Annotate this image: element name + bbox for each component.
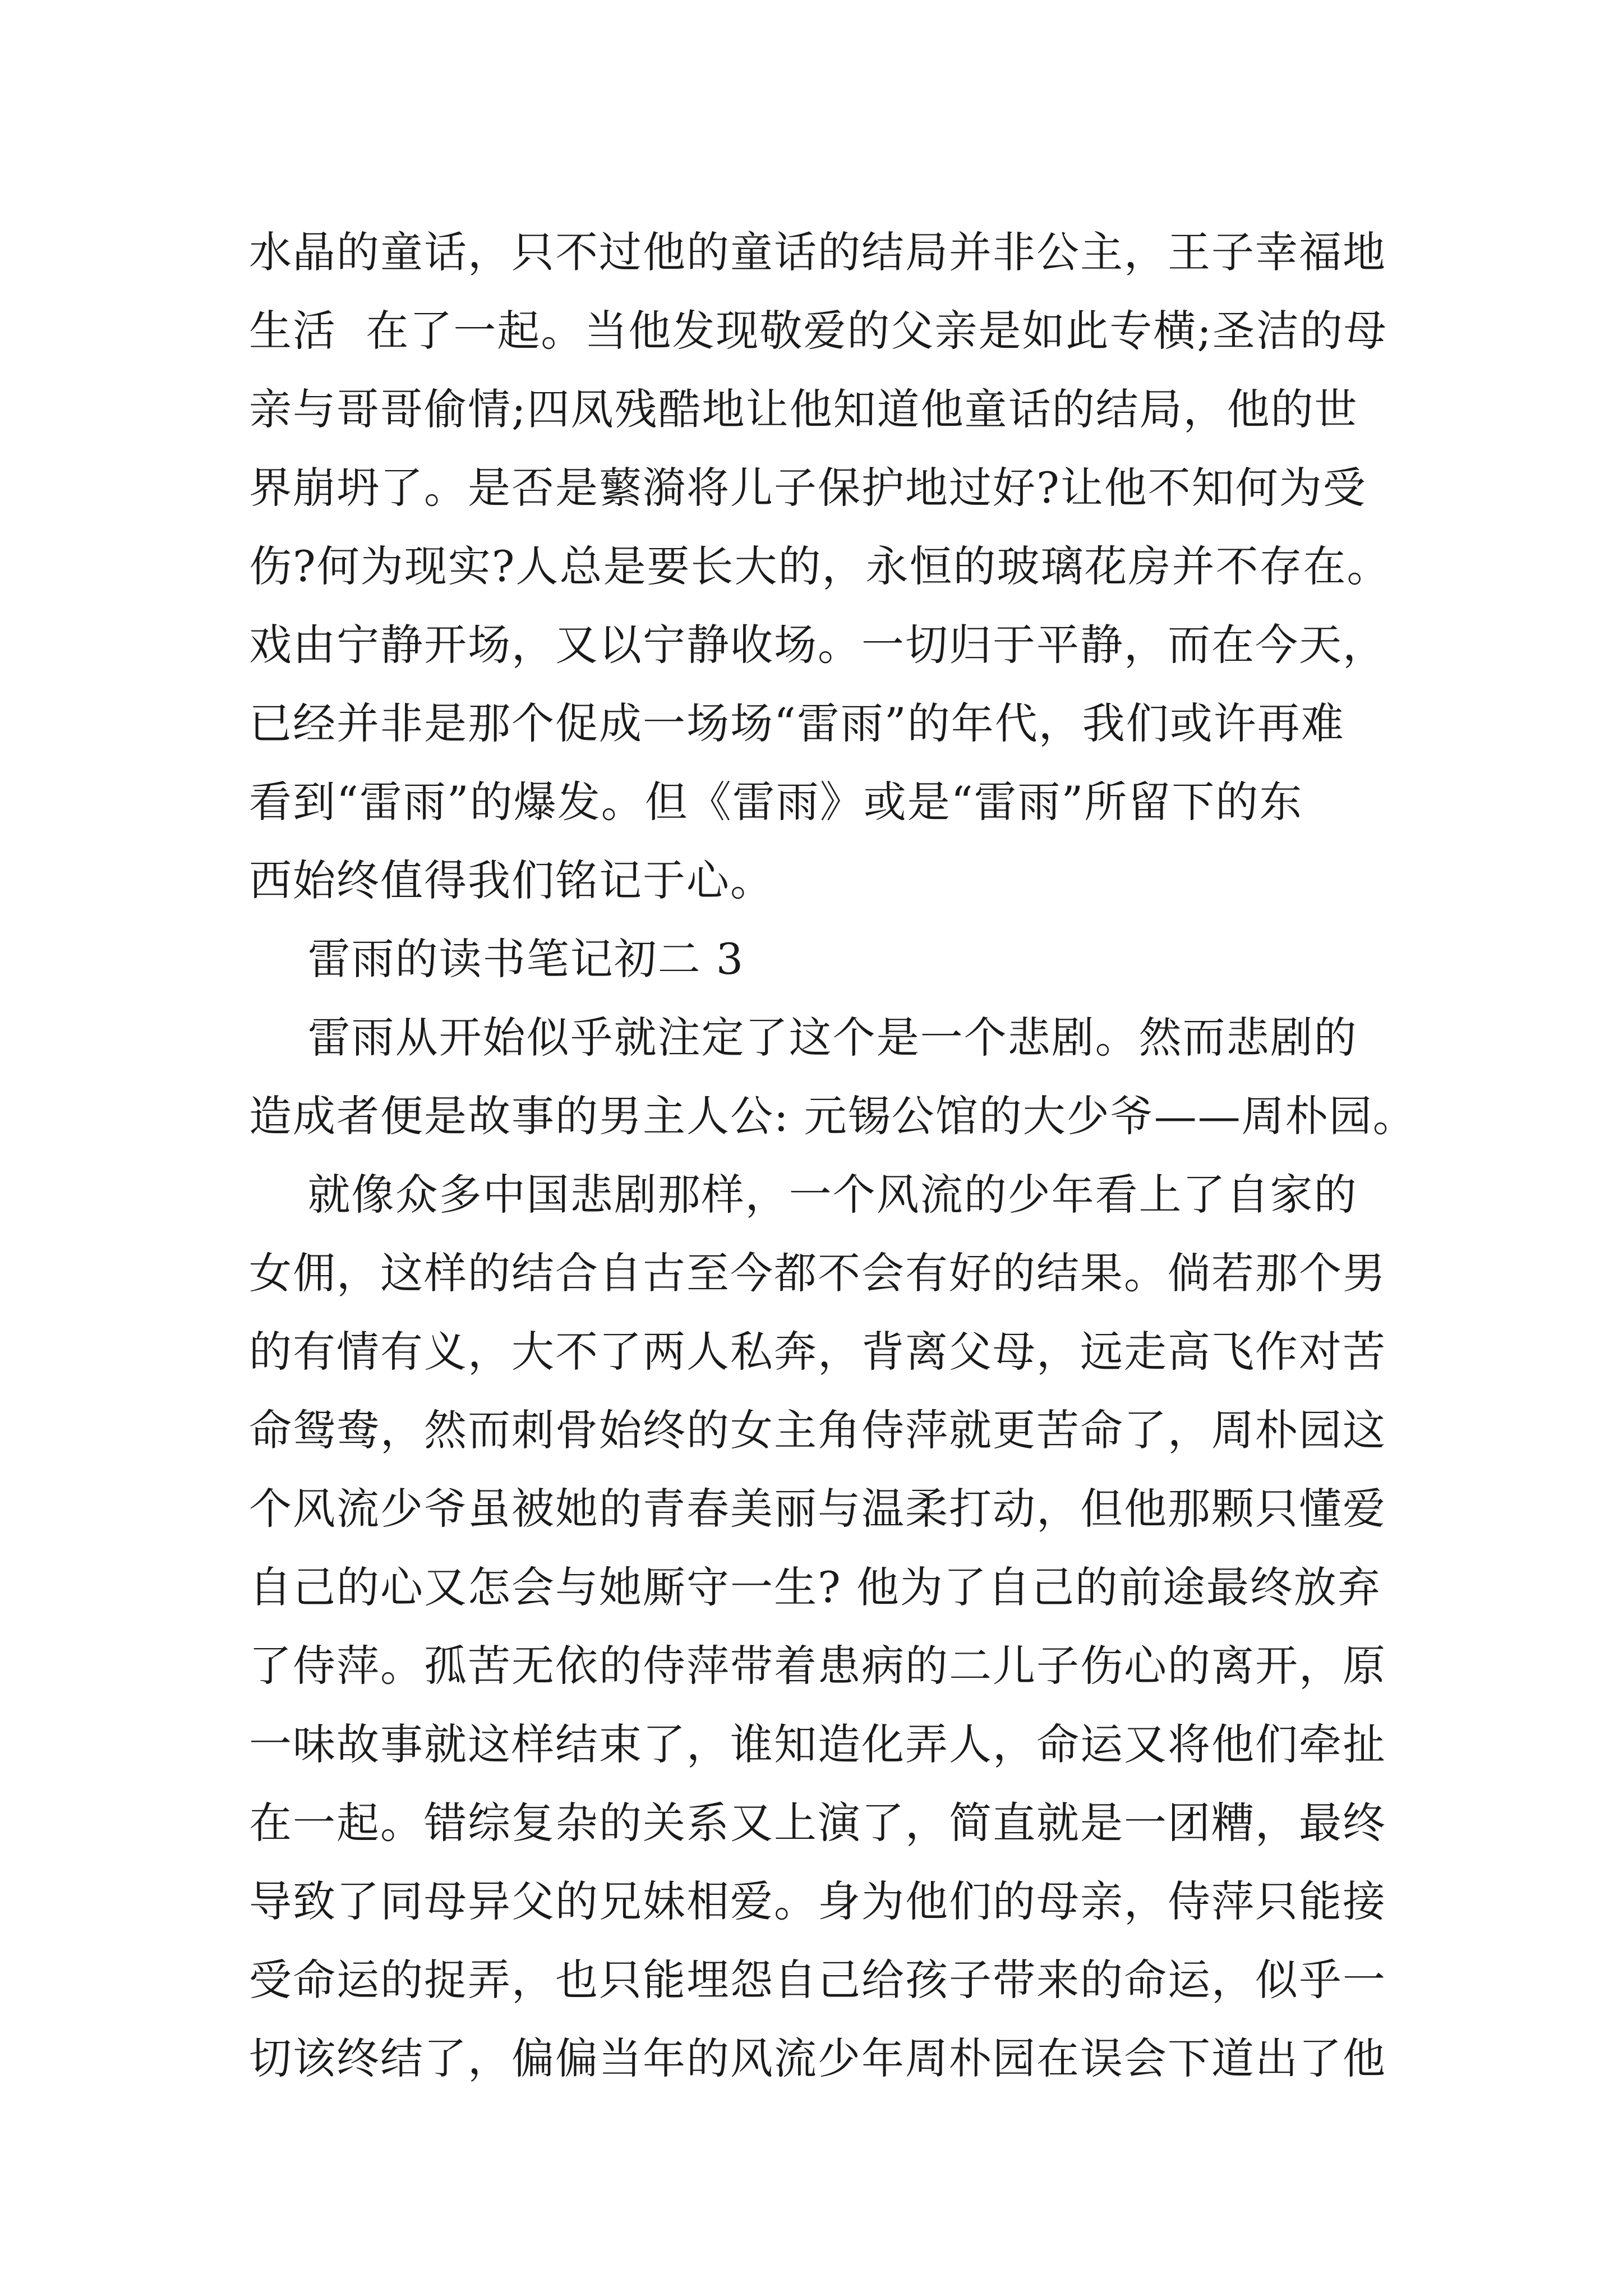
text-line: 就像众多中国悲剧那样，一个风流的少年看上了自家的 (249, 1170, 1358, 1220)
text-line: 界崩坍了。是否是蘩漪将儿子保护地过好?让他不知何为受 (249, 463, 1367, 513)
text-line: 命鸳鸯，然而刺骨始终的女主角侍萍就更苦命了，周朴园这 (249, 1405, 1386, 1455)
text-line: 自己的心又怎会与她厮守一生? 他为了自己的前途最终放弃 (249, 1562, 1381, 1612)
text-line: 戏由宁静开场，又以宁静收场。一切归于平静，而在今天， (249, 620, 1386, 670)
text-line: 一味故事就这样结束了，谁知造化弄人，命运又将他们牵扯 (249, 1719, 1386, 1769)
text-line: 看到“雷雨”的爆发。但《雷雨》或是“雷雨”所留下的东 (249, 777, 1303, 827)
text-line: 受命运的捉弄，也只能埋怨自己给孩子带来的命运，似乎一 (249, 1955, 1386, 2005)
text-line: 亲与哥哥偷情;四凤残酷地让他知道他童话的结局，他的世 (249, 384, 1358, 434)
text-line: 生活 在了一起。当他发现敬爱的父亲是如此专横;圣洁的母 (249, 306, 1387, 356)
text-line: 的有情有义，大不了两人私奔，背离父母，远走高飞作对苦 (249, 1327, 1386, 1377)
text-line: 导致了同母异父的兄妹相爱。身为他们的母亲，侍萍只能接 (249, 1876, 1386, 1926)
text-line: 已经并非是那个促成一场场“雷雨”的年代，我们或许再难 (249, 698, 1345, 748)
text-line: 造成者便是故事的男主人公: 元锡公馆的大少爷——周朴园。 (249, 1091, 1417, 1141)
body-text (249, 213, 1417, 2098)
text-line: 雷雨从开始似乎就注定了这个是一个悲剧。然而悲剧的 (249, 1013, 1358, 1062)
text-line: 个风流少爷虽被她的青春美丽与温柔打动，但他那颗只懂爱 (249, 1484, 1386, 1534)
text-line: 了侍萍。孤苦无依的侍萍带着患病的二儿子伤心的离开，原 (249, 1641, 1386, 1691)
section-heading: 雷雨的读书笔记初二 3 (249, 934, 745, 984)
text-line: 水晶的童话，只不过他的童话的结局并非公主，王子幸福地 (249, 227, 1386, 277)
text-line: 西始终值得我们铭记于心。 (249, 855, 774, 905)
text-line: 女佣，这样的结合自古至今都不会有好的结果。倘若那个男 (249, 1248, 1386, 1298)
text-line: 伤?何为现实?人总是要长大的，永恒的玻璃花房并不存在。 (249, 541, 1391, 591)
text-line: 切该终结了，偏偏当年的风流少年周朴园在误会下道出了他 (249, 2033, 1386, 2083)
text-line: 在一起。错综复杂的关系又上演了，简直就是一团糟，最终 (249, 1798, 1386, 1848)
